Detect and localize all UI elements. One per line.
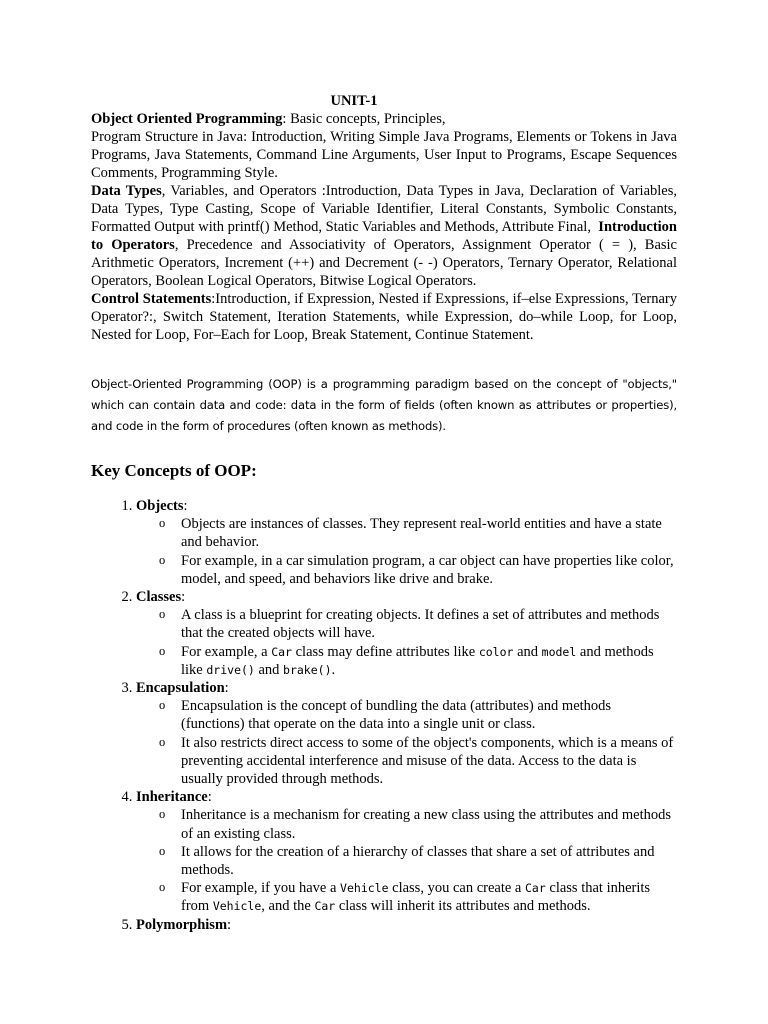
concepts-list [91,497,677,934]
syllabus-paragraph-program-structure: Program Structure in Java: Introduction, Writing Simple Java Programs, Elements or Tokens in Java Programs, Java Statements, Command Line Arguments, User Input to Programs, Escape Sequences Comments, Programming Style. [91,129,677,181]
concept-polymorphism: 5. Polymorphism: [136,916,677,934]
code-drive: drive() [206,662,255,677]
text-run: class will inherit its attributes and methods. [335,898,591,915]
oop-intro-paragraph: Object-Oriented Programming (OOP) is a programming paradigm based on the concept of "objects," which can contain data and code: data in the form of fields (often known as attributes or properties), and code in the form of procedures (often known as methods). [91,377,677,433]
code-model: model [541,644,577,659]
code-color: color [478,644,514,659]
concept-title: Objects [136,498,184,514]
syllabus-paragraph-data-types [91,182,681,290]
text-run: For example, if you have a [181,880,341,897]
concept-inheritance: 4. Inheritance: o Inheritance is a mechanism for creating a new class using the attributes and methods of an existing class. o It allows for the creation of a hierarchy of classes that share a set of attributes and methods. o For example, if you have a Vehicle class, you can create a Car class that inherits from Vehicle, and the Car class will inherit its attributes and methods. [136,788,677,915]
code-car: Car [271,644,292,659]
code-vehicle: Vehicle [340,881,389,896]
concept-title: Encapsulation [136,680,225,697]
concept-bullets [136,515,677,588]
bullet-item [181,643,677,679]
oop-topics: : Basic concepts, Principles, [282,111,446,127]
syllabus-paragraph-oop [91,110,677,128]
key-concepts-heading: Key Concepts of OOP: [91,461,257,480]
text-run: class may define attributes like [291,643,479,660]
syllabus-paragraph-control [91,290,677,344]
concept-objects: 1. Objects: o Objects are instances of classes. They represent real-world entities and have a state and behavior. o For example, in a car simulation program, a car object can have properties like color, model, and speed, and behaviors like drive and brake. [136,497,677,588]
bullet-item: o Inheritance is a mechanism for creating a new class using the attributes and methods of an existing class. [181,806,677,842]
data-types-term: Data Types [91,183,162,199]
bullet-item: o Encapsulation is the concept of bundling the data (attributes) and methods (functions) that operate on the data into a single unit or class. [181,697,677,733]
bullet-item: o For example, in a car simulation program, a car object can have properties like color, model, and speed, and behaviors like drive and brake. [181,552,677,588]
concept-bullets [136,606,677,679]
unit-title: UNIT-1 [330,93,378,109]
concept-encapsulation: 3. Encapsulation: o Encapsulation is the concept of bundling the data (attributes) and methods (functions) that operate on the data into a single unit or class. o It also restricts direct access to some of the object's components, which is a means of preventing accidental interference and misuse of the data. Access to the data is usually provided through methods. [136,679,677,788]
bullet-item: o It also restricts direct access to some of the object's components, which is a means of preventing accidental interference and misuse of the data. Access to the data is usually provided through methods. [181,734,677,789]
operators-term: Introduction to Operators [91,219,677,253]
concept-title: Polymorphism [136,916,228,933]
bullet-item: o It allows for the creation of a hierarchy of classes that share a set of attributes and methods. [181,843,677,879]
bullet-item: o A class is a blueprint for creating objects. It defines a set of attributes and methods that the created objects will have. [181,606,677,642]
code-car: Car [524,881,546,896]
document-page [91,92,681,934]
concept-title: Classes [136,589,182,606]
text-run: and methods like [181,643,654,678]
text-run: class that inherits from [181,880,651,915]
code-vehicle: Vehicle [212,899,262,914]
text-run: . [331,661,336,678]
text-run: and [254,661,284,678]
oop-term: Object Oriented Programming [91,111,283,127]
text-run: and [513,643,542,660]
text-run: For example, a [181,643,272,660]
concept-bullets [136,697,677,788]
concept-title: Inheritance [136,789,208,806]
text-run: class, you can create a [388,880,525,897]
concept-bullets [136,806,677,915]
syllabus [91,110,681,344]
concept-classes: 2. Classes: o A class is a blueprint for creating objects. It defines a set of attributes and methods that the created objects will have. o For example, a Car class may define attributes like color and model and methods like drive() and brake(). [136,588,677,679]
bullet-item [181,879,677,915]
code-car: Car [314,899,336,914]
control-term: Control Statements [91,291,212,307]
data-types-topics: , Variables, and Operators :Introduction, Data Types in Java, Declaration of Variables, Data Types, Type Casting, Scope of Variable Identifier, Literal Constants, Symbolic Constants, Formatted Output with printf() Method, Static Variables and Methods, Attribute Final, [91,183,681,235]
control-topics: :Introduction, if Expression, Nested if Expressions, if–else Expressions, Ternary Operator?:, Switch Statement, Iteration Statements, while Expression, do–while Loop, for Loop, Nested for Loop, For–Each for Loop, Break Statement, Continue Statement. [91,291,677,343]
code-brake: brake() [283,662,332,677]
text-run: , and the [261,898,315,915]
operators-topics: , Precedence and Associativity of Operators, Assignment Operator ( = ), Basic Arithmetic Operators, Increment (++) and Decrement (- -) Operators, Ternary Operator, Relational Operators, Boolean Logical Operators, Bitwise Logical Operators. [91,237,677,289]
bullet-item: o Objects are instances of classes. They represent real-world entities and have a state and behavior. [181,515,677,551]
